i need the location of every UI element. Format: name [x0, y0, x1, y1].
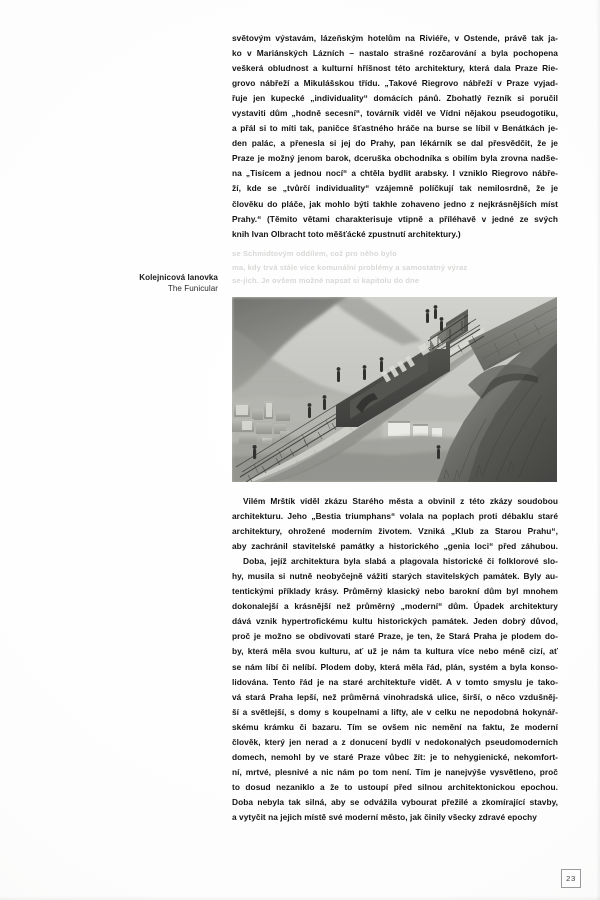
text-line-content: Doba, jejíž architektura byla slabá a plagovala historické či folklorové slo- — [243, 556, 558, 567]
text-line: dokonalejší a krásnější než průměrný „moderní“ dům. Úpadek architektury — [232, 601, 558, 612]
text-line — [232, 494, 558, 509]
text-line: grovo nábřeží a Mikulášskou třídu. „Takové Riegrovo nábřeží v Praze vyjad- — [232, 78, 558, 89]
text-line: domech, nemohl by ve staré Praze vůbec žít: je to nehygienické, nekomfort- — [232, 751, 558, 762]
text-line: ní, mrtvé, plesnivé a nic nám po tom není. Tím je nanejvýše vysvětleno, proč — [232, 766, 558, 777]
caption-czech: Kolejnicová lanovka — [139, 273, 218, 282]
text-line: veškerá obludnost a kulturní hříšnost této architektury, která dala Praze Rie- — [232, 63, 558, 74]
text-line: se nám líbí či nelíbí. Plodem doby, která měla řád, plán, systém a byla konso- — [232, 661, 558, 672]
text-line: Praze je možný jenom barok, dceruška obchodníka s obilím byla zrovna nadše- — [232, 153, 558, 164]
text-line: a vytyčit na jejich místě své moderní město, jak činily všecky zdravé epochy — [232, 811, 537, 822]
text-line: ko v Mariánských Lázních – nastalo strašné rozčarování a byla pochopena — [232, 48, 558, 59]
text-line: ží, kde se „tvůrčí individuality“ vzájemně políčkují tak nemilosrdně, že je — [232, 183, 558, 194]
text-line: řuje jen kupecké „individuality“ domácích pánů. Zbohatlý řezník si poručil — [232, 93, 558, 104]
text-line: vá stará Praha lepší, než průměrná vinohradská ulice, širší, o něco vzdušněj- — [232, 691, 558, 702]
funicular-photo-illustration — [232, 297, 557, 482]
text-line: hy, musila si nutně neobyčejně vážiti starých stavitelských památek. Byly au- — [232, 571, 558, 582]
page-number-value: 23 — [566, 874, 576, 883]
caption-english: The Funicular — [167, 284, 218, 293]
text-line-content: Vilém Mrštík viděl zkázu Starého města a obvinil z této zkázy soudobou — [243, 496, 558, 506]
text-line: Doba nebyla tak silná, aby se odvážila vybourat přežilé a zkomírající stavby, — [232, 796, 558, 807]
text-line: aby zachránil stavitelské památky a historického „genia loci“ před záhubou. — [232, 541, 558, 552]
bleed-through-text — [232, 247, 558, 288]
text-line: dává vznik hypertrofickému kultu historických památek. Jeden dobrý důvod, — [232, 616, 558, 627]
text-line: proč je možno se obdivovati staré Praze, je ten, že Stará Praha je plodem do- — [232, 631, 558, 642]
body-text-lower — [232, 494, 558, 825]
bleed-through-line: ma, kdy trvá stále více komunální problémy a samostatný výraz — [232, 262, 468, 272]
text-line: by, která měla svou kulturu, ať už je nám ta kultura více nebo méně cizí, ať — [232, 646, 558, 657]
scan-edge-bottom — [0, 896, 600, 900]
text-line: ší a světlejší, s domy s koupelnami a lifty, ale v celku ne nepodobná hokynář- — [232, 706, 558, 717]
text-line: a přál si to míti tak, paničce šťastného hráče na burse se líbil v Benátkách je- — [232, 123, 558, 134]
text-line: Prahy.“ (Těmito větami charakterisuje vtipně a příléhavě v jedné ze svých — [232, 213, 558, 224]
figure-caption — [40, 272, 218, 294]
text-line: člověk, který jen nerad a z donucení bydlí v nedokonalých pseudomoderních — [232, 736, 558, 747]
text-line: skému krámku či bazaru. Tím se ovšem nic nemění na faktu, že moderní — [232, 721, 558, 732]
text-line: světovým výstavám, lázeňským hotelům na Riviéře, v Ostende, právě tak ja- — [232, 33, 558, 43]
funicular-photo — [232, 297, 557, 482]
text-line: člověku do pláče, jak mohlo býti takhle zohaveno jedno z nejkrásnějších míst — [232, 198, 558, 209]
page-number — [561, 869, 581, 888]
text-line: knih Ivan Olbracht toto měšťácké zpustnutí architektury.) — [232, 228, 461, 239]
text-line: na „Tisícem a jednou nocí“ a chtěla bydlit arabsky. I vzniklo Riegrovo nábře- — [232, 168, 558, 179]
body-text-upper — [232, 31, 558, 242]
text-line: lidována. Tento řád je na staré architektuře vidět. A v tomto smyslu je tako- — [232, 676, 558, 687]
scan-edge-right — [596, 0, 600, 900]
text-line: architektury, ohrožené moderním životem. Vzniká „Klub za Starou Prahu“, — [232, 526, 558, 537]
text-line: tentickými příklady krásy. Průměrný klasický nebo barokní dům byl mnohem — [232, 586, 558, 597]
text-line: vystaviti dům „hodně secesní“, továrník viděl ve Vídni nějakou pseudogotiku, — [232, 108, 558, 119]
text-line: to dosud nezaniklo a že to ustoupí před silnou architektonickou epochou. — [232, 781, 558, 792]
text-line: architekturu. Jeho „Bestia triumphans“ volala na poplach proti débaklu staré — [232, 511, 558, 522]
text-line — [232, 554, 558, 569]
bleed-through-line: se Schmidtovým oddílem, což pro něho bylo — [232, 249, 397, 258]
text-line: den palác, a přenesla si jej do Prahy, pan lékárník se dal přesvědčit, že je — [232, 138, 558, 149]
bleed-through-line: se-jich. Je ovšem možné napsat si kapitolu do dne — [232, 276, 420, 286]
